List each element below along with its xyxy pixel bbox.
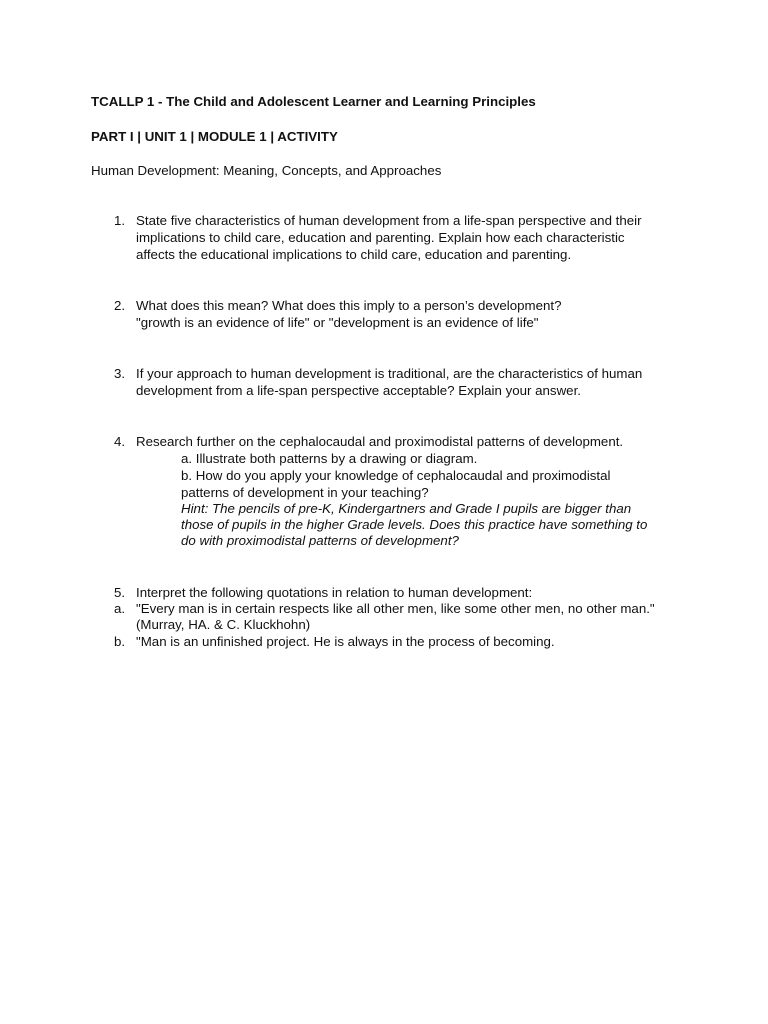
question-3-number: 3. xyxy=(114,366,126,381)
course-title: TCALLP 1 - The Child and Adolescent Learner and Learning Principles xyxy=(91,94,536,109)
question-3-line: development from a life-span perspective acceptable? Explain your answer. xyxy=(136,383,581,398)
question-1-number: 1. xyxy=(114,213,126,228)
question-4-line: Research further on the cephalocaudal and proximodistal patterns of development. xyxy=(136,434,624,449)
question-4-hint: those of pupils in the higher Grade levels. Does this practice have something to xyxy=(181,517,648,532)
question-5-line: Interpret the following quotations in relation to human development: xyxy=(136,585,533,600)
question-5-item-b-label: b. xyxy=(114,634,126,649)
part-heading: PART I | UNIT 1 | MODULE 1 | ACTIVITY xyxy=(91,129,338,144)
question-1-line: implications to child care, education and parenting. Explain how each characteristic xyxy=(136,230,625,245)
question-5-item-b: "Man is an unfinished project. He is always in the process of becoming. xyxy=(136,634,555,649)
question-5-item-a: (Murray, HA. & C. Kluckhohn) xyxy=(136,617,311,632)
question-4-hint: Hint: The pencils of pre-K, Kindergartners and Grade I pupils are bigger than xyxy=(181,501,632,516)
question-4-number: 4. xyxy=(114,434,126,449)
question-3-line: If your approach to human development is traditional, are the characteristics of human xyxy=(136,366,643,381)
question-4-sub-b: patterns of development in your teaching? xyxy=(181,485,429,500)
subtitle: Human Development: Meaning, Concepts, and Approaches xyxy=(91,163,442,178)
question-5-number: 5. xyxy=(114,585,126,600)
question-4-sub-a: a. Illustrate both patterns by a drawing or diagram. xyxy=(181,451,478,466)
question-2-line: What does this mean? What does this imply to a person’s development? xyxy=(136,298,562,313)
question-2-line: "growth is an evidence of life" or "development is an evidence of life" xyxy=(136,315,539,330)
question-2-number: 2. xyxy=(114,298,126,313)
question-4-sub-b: b. How do you apply your knowledge of cephalocaudal and proximodistal xyxy=(181,468,611,483)
question-4-hint: do with proximodistal patterns of development? xyxy=(181,533,459,548)
question-1-line: State five characteristics of human development from a life-span perspective and their xyxy=(136,213,642,228)
question-5-item-a-label: a. xyxy=(114,601,126,616)
question-1-line: affects the educational implications to child care, education and parenting. xyxy=(136,247,572,262)
question-5-item-a: "Every man is in certain respects like all other men, like some other men, no other man." xyxy=(136,601,655,616)
